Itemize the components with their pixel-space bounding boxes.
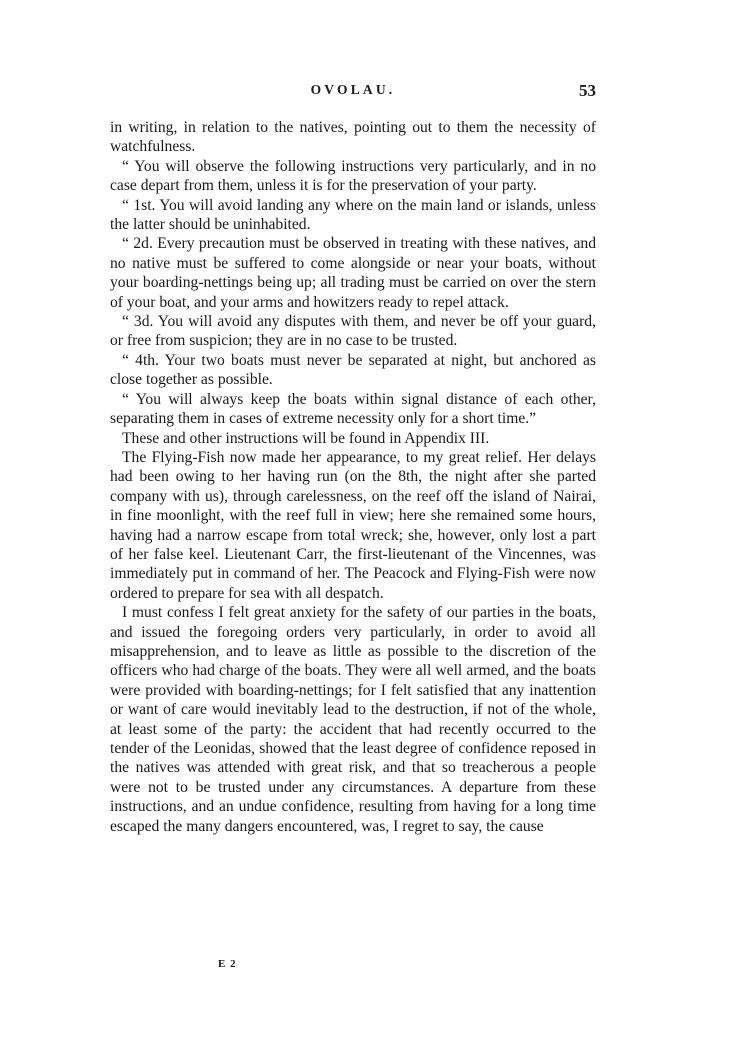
- paragraph: “ You will observe the following instructions very particularly, and in no case depart from them, unless it is for the preservation of your party.: [110, 157, 596, 195]
- paragraph: The Flying-Fish now made her appearance, to my great relief. Her delays had been owing to her having run (on the 8th, the night after she parted company with us), through carelessness, on the reef off the island of Nairai, in fine moonlight, with the reef full in view; here she remained some hours, having had a narrow escape from total wreck; she, however, only lost a part of her false keel. Lieutenant Carr, the first-lieutenant of the Vincennes, was immediately put in command of her. The Peacock and Flying-Fish were now ordered to prepare for sea with all despatch.: [110, 448, 596, 602]
- signature-mark: E 2: [218, 958, 237, 970]
- page-number: 53: [579, 81, 596, 100]
- paragraph: “ 3d. You will avoid any disputes with them, and never be off your guard, or free from suspicion; they are in no case to be trusted.: [110, 313, 596, 350]
- body-text: [110, 118, 596, 836]
- paragraph: “ 4th. Your two boats must never be separated at night, but anchored as close together as possible.: [110, 351, 596, 389]
- paragraph: “ 1st. You will avoid landing any where on the main land or islands, unless the latter should be uninhabited.: [110, 196, 596, 234]
- paragraph: “ You will always keep the boats within signal distance of each other, separating them in cases of extreme necessity only for a short time.”: [110, 390, 596, 428]
- paragraph: “ 2d. Every precaution must be observed in treating with these natives, and no native must be suffered to come alongside or near your boats, without your boarding-nettings being up; all trading must be carried on over the stern of your boat, and your arms and howitzers ready to repel attack.: [110, 235, 596, 311]
- paragraph: in writing, in relation to the natives, pointing out to them the necessity of watchfulness.: [110, 119, 596, 156]
- paragraph: These and other instructions will be found in Appendix III.: [122, 429, 490, 447]
- paragraph: I must confess I felt great anxiety for the safety of our parties in the boats, and issued the foregoing orders very particularly, in order to avoid all misapprehension, and to leave as little as possible to the discretion of the officers who had charge of the boats. They were all well armed, and the boats were provided with boarding-nettings; for I felt satisfied that any inattention or want of care would inevitably lead to the destruction, if not of the whole, at least some of the party: the accident that had recently occurred to the tender of the Leonidas, showed that the least degree of confidence reposed in the natives was attended with great risk, and that so treacherous a people were not to be trusted under any circumstances. A departure from these instructions, and an undue confidence, resulting from having for a long time escaped the many dangers encountered, was, I regret to say, the cause: [110, 604, 596, 835]
- running-head: [110, 82, 596, 104]
- running-title: OVOLAU.: [310, 82, 396, 97]
